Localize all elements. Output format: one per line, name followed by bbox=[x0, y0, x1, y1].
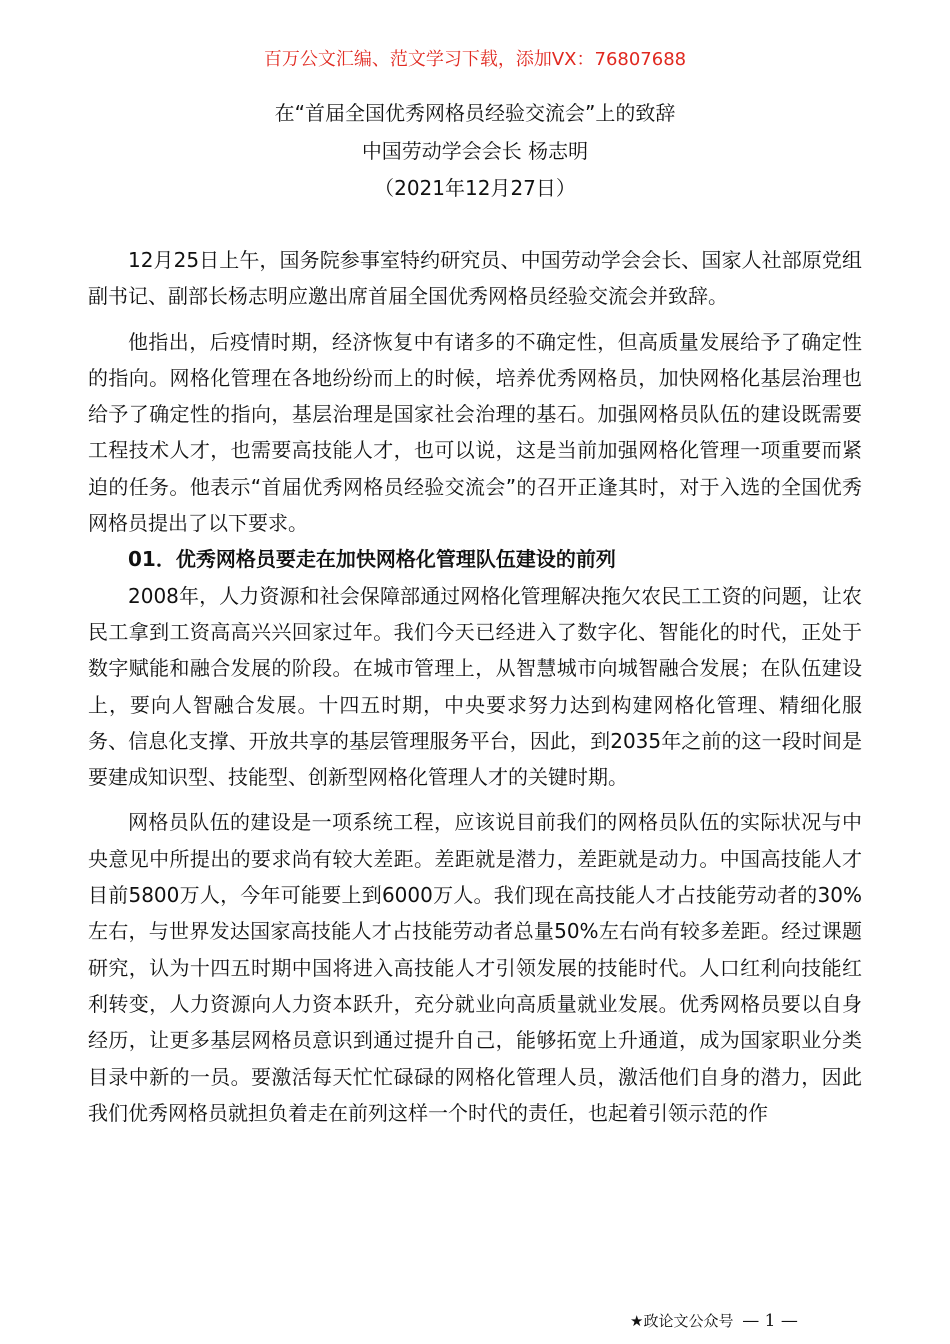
section-paragraph: 2008年，人力资源和社会保障部通过网格化管理解决拖欠农民工工资的问题，让农民工拿到工资高高兴兴回家过年。我们今天已经进入了数字化、智能化的时代，正处于数字赋能和融合发展的阶段。在城市管理上，从智慧城市向城智融合发展；在队伍建设上，要向人智融合发展。十四五时期，中央要求努力达到构建网格化管理、精细化服务、信息化支撑、开放共享的基层管理服务平台，因此，到2035年之前的这一段时间是要建成知识型、技能型、创新型网格化管理人才的关键时期。 bbox=[88, 583, 862, 790]
section-paragraph: 网格员队伍的建设是一项系统工程，应该说目前我们的网格员队伍的实际状况与中央意见中所提出的要求尚有较大差距。差距就是潜力，差距就是动力。中国高技能人才目前5800万人，今年可能要上到6000万人。我们现在高技能人才占技能劳动者的30%左右，与世界发达国家高技能人才占技能劳动者总量50%左右尚有较多差距。经过课题研究，认为十四五时期中国将进入高技能人才引领发展的技能时代。人口红利向技能红利转变，人力资源向人力资本跃升，充分就业向高质量就业发展。优秀网格员要以自身经历，让更多基层网格员意识到通过提升自己，能够拓宽上升通道，成为国家职业分类目录中新的一员。要激活每天忙忙碌碌的网格化管理人员，激活他们自身的潜力，因此我们优秀网格员就担负着走在前列这样一个时代的责任，也起着引领示范的作 bbox=[88, 810, 862, 1125]
section-heading: 01．优秀网格员要走在加快网格化管理队伍建设的前列 bbox=[128, 547, 616, 572]
speaker-line: 中国劳动学会会长 杨志明 bbox=[361, 139, 589, 163]
date-line: （2021年12月27日） bbox=[374, 176, 576, 200]
page-footer bbox=[630, 1310, 798, 1332]
page-number: — 1 — bbox=[742, 1311, 798, 1331]
document-body bbox=[88, 242, 862, 1131]
footer-source: ★政论文公众号 bbox=[630, 1312, 734, 1330]
paragraph-intro: 12月25日上午，国务院参事室特约研究员、中国劳动学会会长、国家人社部原党组副书记、副部长杨志明应邀出席首届全国优秀网格员经验交流会并致辞。 bbox=[88, 248, 862, 309]
document-title: 在“首届全国优秀网格员经验交流会”上的致辞 bbox=[274, 101, 676, 125]
paragraph-summary: 他指出，后疫情时期，经济恢复中有诸多的不确定性，但高质量发展给予了确定性的指向。网格化管理在各地纷纷而上的时候，培养优秀网格员，加快网格化基层治理也给予了确定性的指向，基层治理是国家社会治理的基石。加强网格员队伍的建设既需要工程技术人才，也需要高技能人才，也可以说，这是当前加强网格化管理一项重要而紧迫的任务。他表示“首届优秀网格员经验交流会”的召开正逢其时，对于入选的全国优秀网格员提出了以下要求。 bbox=[88, 329, 862, 536]
promo-banner: 百万公文汇编、范文学习下载，添加VX：76807688 bbox=[263, 49, 687, 70]
